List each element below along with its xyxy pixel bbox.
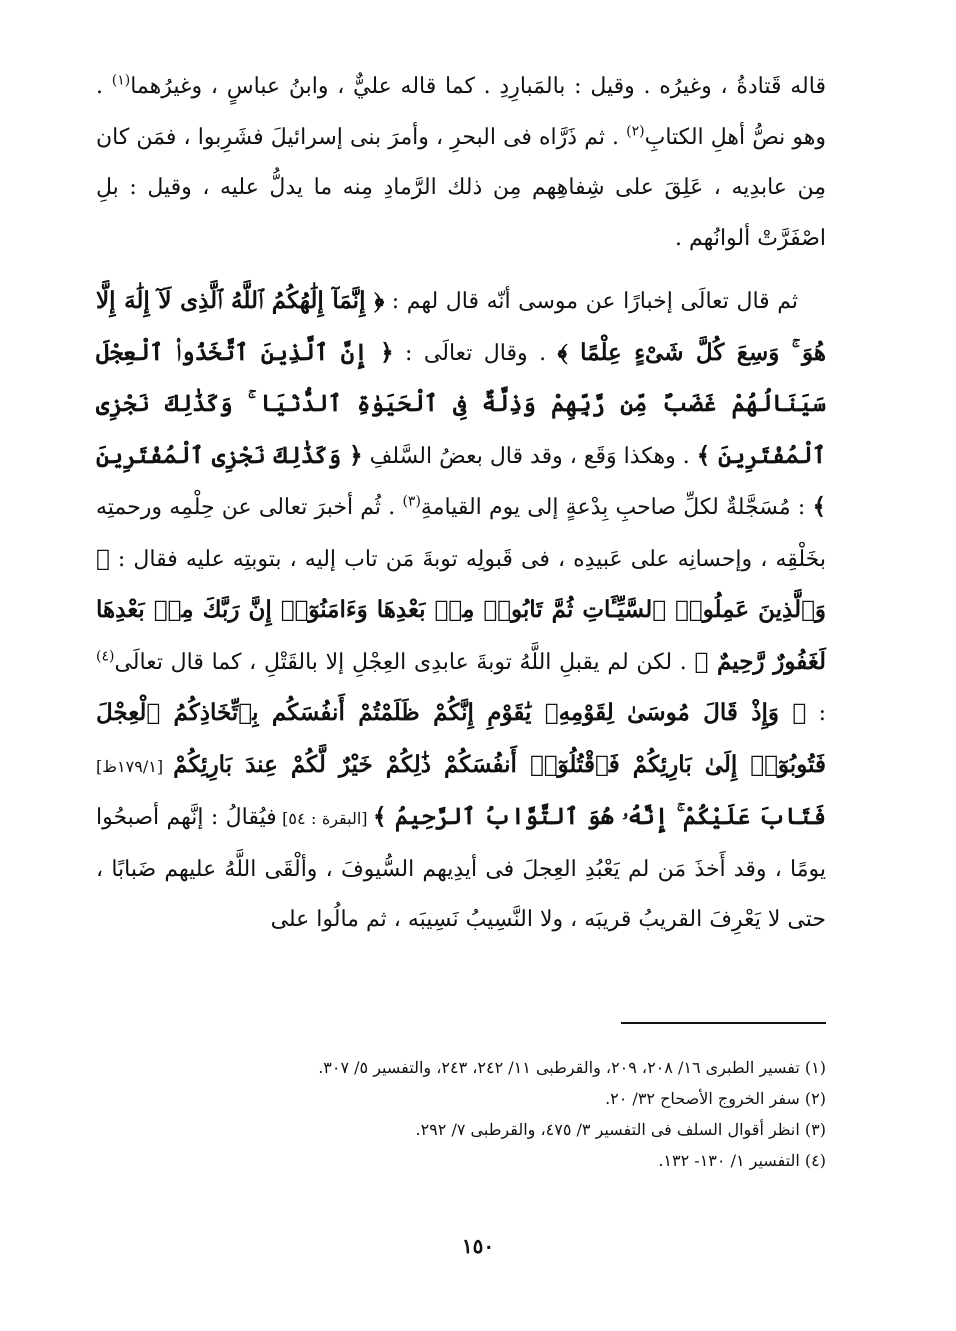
text-segment: . لكن لم يقبلِ اللَّهُ توبةَ عابدِى العِجْلِ إلا بالقَتْلِ ، كما قال تعالَى (114, 649, 695, 675)
quran-verse: ﴿ وَإِذْ قَالَ مُوسَىٰ لِقَوْمِهِۦ يَٰقَوْمِ إِنَّكُمْ ظَلَمْتُمْ أَنفُسَكُم بِٱتِّخَاذِكُمُ ٱلْعِجْلَ فَتُوبُوٓا۟ إِلَىٰ بَارِئِكُمْ فَٱقْتُلُوٓا۟ أَنفُسَكُمْ ذَٰلِكُمْ خَيْرٌ لَّكُمْ عِندَ بَارِئِكُمْ (96, 699, 827, 778)
text-segment: ثم قال تعالَى إخبارًا عن موسى أنّه قال لهم : (384, 289, 798, 314)
footnote-1: (١) تفسير الطبرى ١٦/ ٢٠٨، ٢٠٩، والقرطبى ١١/ ٢٤٢، ٢٤٣، والتفسير ٥/ ٣٠٧. (318, 1058, 826, 1077)
text-segment: قاله قَتادةُ ، وغيرُه . وقيل : بالمَبارِدِ . كما قاله عليٌّ ، وابنُ عباسٍ ، وغيرُهما (130, 74, 826, 99)
footnote-4: (٤) التفسير ١/ ١٣٠- ١٣٢. (658, 1151, 826, 1170)
text-segment: . وهكذا وَقَع ، وقد قال بعضُ السَّلفِ (362, 443, 697, 469)
text-segment: : (806, 701, 826, 726)
text-segment: : مُسَجَّلةٌ لكلِّ صاحبِ بِدْعةٍ إلى يوم القيامةِ (420, 495, 813, 520)
quran-verse: فَتَابَ عَلَيْكُمْ ۚ إِنَّهُۥ هُوَ ٱلتَّوَّابُ ٱلرَّحِيمُ ﴾ (373, 803, 827, 830)
page-number: ١٥٠ (461, 1234, 495, 1258)
text-segment: . وقال تعالَى : (393, 340, 558, 366)
body-text (96, 62, 826, 946)
footnote-reference: (١) (111, 72, 131, 89)
quran-verse: ﴿ وَٱلَّذِينَ عَمِلُوا۟ ٱلسَّيِّـَٔاتِ ثُمَّ تَابُوا۟ مِنۢ بَعْدِهَا وَءَامَنُوٓا۟ إِنَّ رَبَّكَ مِنۢ بَعْدِهَا لَغَفُورٌ رَّحِيمٌ ﴾ (96, 544, 826, 675)
text-segment: . وهو نصُّ أهلِ الكتابِ (96, 74, 826, 150)
footnote-2: (٢) سفر الخروج الأصحاح ٣٢/ ٢٠. (605, 1089, 826, 1108)
quran-verse: ﴿ إِنَّ ٱلَّذِينَ ٱتَّخَذُوا۟ ٱلْعِجْلَ سَيَنَالُهُمْ غَضَبٌ مِّن رَّبِّهِمْ وَذِلَّةٌ فِى ٱلْحَيَوٰةِ ٱلدُّنْيَا ۚ وَكَذَٰلِكَ نَجْزِى ٱلْمُفْتَرِينَ ﴾ (96, 338, 826, 469)
paragraph-2 (96, 276, 826, 946)
quran-verse: ﴿ وَكَذَٰلِكَ نَجْزِى ٱلْمُفْتَرِينَ ﴾ (96, 441, 826, 520)
reference-marker: [١٧٩/١ظ] (96, 756, 174, 776)
footnote-reference: (٤) (96, 648, 115, 665)
page-body (96, 62, 826, 946)
quran-verse: ﴿ إِنَّمَآ إِلَٰهُكُمُ ٱللَّهُ ٱلَّذِى لَآ إِلَٰهَ إِلَّا هُوَ ۚ وَسِعَ كُلَّ شَىْءٍ عِلْمًا ﴾ (96, 287, 826, 366)
paragraph-1 (96, 62, 826, 264)
reference-marker: [البقرة : ٥٤] (276, 809, 374, 828)
text-segment: . ثُم أخبرَ تعالى عن حِلْمِه ورحمتِه بخَلْقِه ، وإحسانِه على عَبيدِه ، فى قَبولِه توبةَ مَن تاب إليه ، بتوبتِه عليه فقال : (96, 495, 826, 572)
footnote-reference: (٢) (626, 123, 645, 140)
footnote-reference: (٣) (402, 493, 421, 510)
footnote-3: (٣) انظر أقوال السلف فى التفسير ٣/ ٤٧٥، والقرطبى ٧/ ٢٩٢. (415, 1120, 826, 1139)
text-segment: فيُقالُ : إنَّهم أصبحُوا يومًا ، وقد أَخذَ مَن لم يَعْبُدِ العِجلَ فى أيدِيهم السُّيوفَ ، وألْقَى اللَّهُ عليهم ضَبابًا ، حتى لا يَعْرِفَ القريبُ قريبَه ، ولا النَّسِيبُ نَسِيبَه ، ثم مالُوا على (96, 805, 826, 932)
footnote-divider (621, 1022, 826, 1024)
text-segment: . ثم ذَرَّاه فى البحرِ ، وأمرَ بنى إسرائيلَ فشَرِبوا ، فمَن كان مِن عابدِيه ، عَلِقَ على شِفاهِهم مِن ذلك الرَّمادِ مِنه ما يدلُّ عليه ، وقيل : بلِ اصْفَرَّتْ ألوانُهم . (96, 124, 826, 251)
footnotes-list (126, 1052, 826, 1176)
